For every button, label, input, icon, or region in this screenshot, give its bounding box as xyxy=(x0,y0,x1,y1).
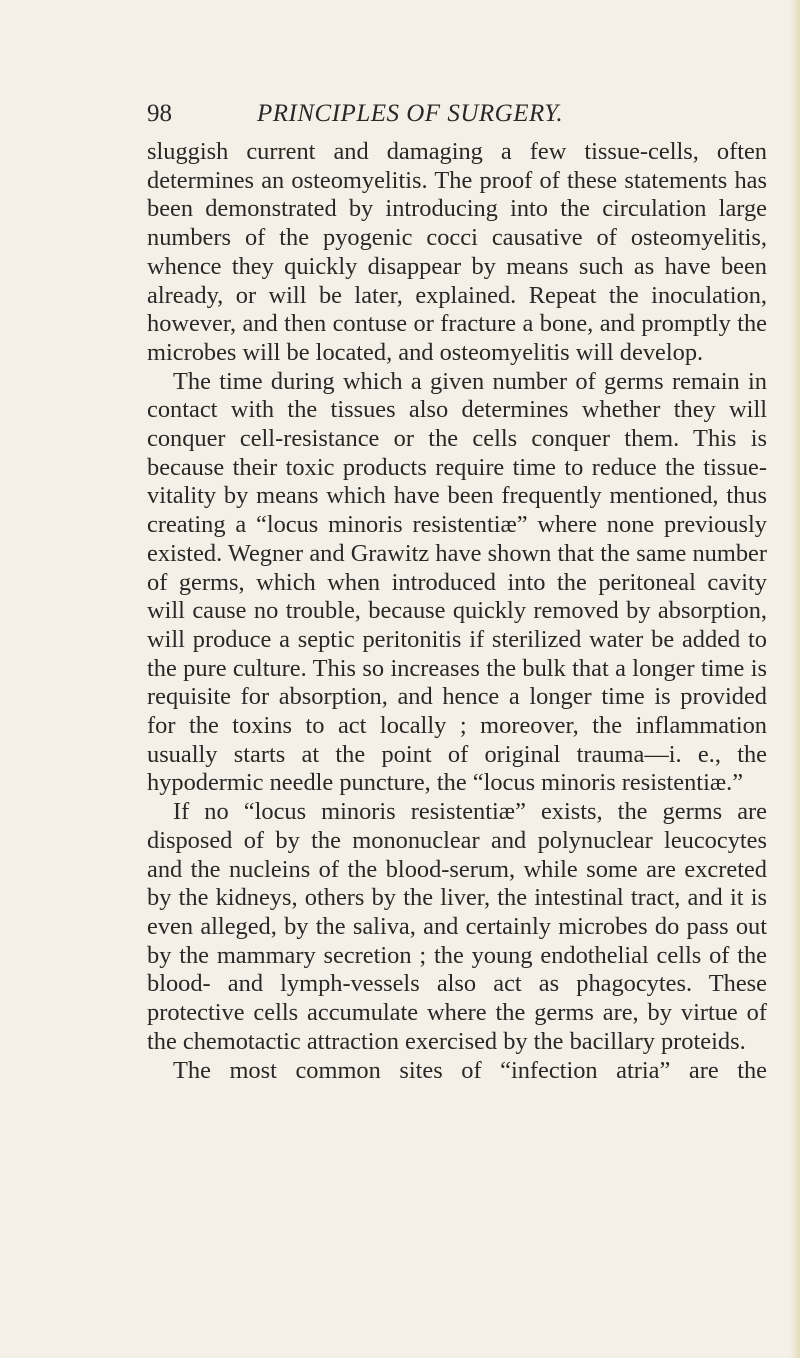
running-head: PRINCIPLES OF SURGERY. xyxy=(257,100,564,127)
paragraph-4: The most common sites of “infection atria” are the xyxy=(173,1056,767,1084)
paragraph-3: If no “locus minoris resistentiæ” exists, the germs are disposed of by the mononuclear and polynuclear leucocytes and the nucleins of the blood-serum, while some are excreted by the kidneys, others by the liver, the intestinal tract, and it is even alleged, by the saliva, and certainly microbes do pass out by the mammary secretion ; the young endothelial cells of the blood- and lymph-vessels also act as phagocytes. These protective cells accumulate where the germs are, by virtue of the chemotactic attraction exercised by the bacillary proteids. xyxy=(147,798,767,1055)
paragraph-1: sluggish current and damaging a few tissue-cells, often determines an osteomyelitis. The proof of these statements has been demonstrated by introducing into the circulation large numbers of the pyogenic cocci causative of osteomyelitis, whence they quickly disappear by means such as have been already, or will be later, explained. Repeat the inoculation, however, and then contuse or fracture a bone, and promptly the microbes will be located, and osteomyelitis will develop. xyxy=(147,138,767,366)
paragraph-2: The time during which a given number of germs remain in contact with the tissues also determines whether they will conquer cell-resistance or the cells conquer them. This is because their toxic products require time to reduce the tissue-vitality by means which have been frequently mentioned, thus creating a “locus minoris resistentiæ” where none previously existed. Wegner and Grawitz have shown that the same number of germs, which when introduced into the peritoneal cavity will cause no trouble, because quickly removed by absorption, will produce a septic peritonitis if sterilized water be added to the pure culture. This so increases the bulk that a longer time is requisite for absorption, and hence a longer time is provided for the toxins to act locally ; moreover, the inflammation usually starts at the point of original trauma—i. e., the hypodermic needle puncture, the “locus minoris resistentiæ.” xyxy=(147,367,767,797)
page-header xyxy=(147,96,767,132)
body-text xyxy=(147,138,767,1085)
page-edge-shadow xyxy=(790,0,800,1358)
page-number: 98 xyxy=(147,100,172,127)
